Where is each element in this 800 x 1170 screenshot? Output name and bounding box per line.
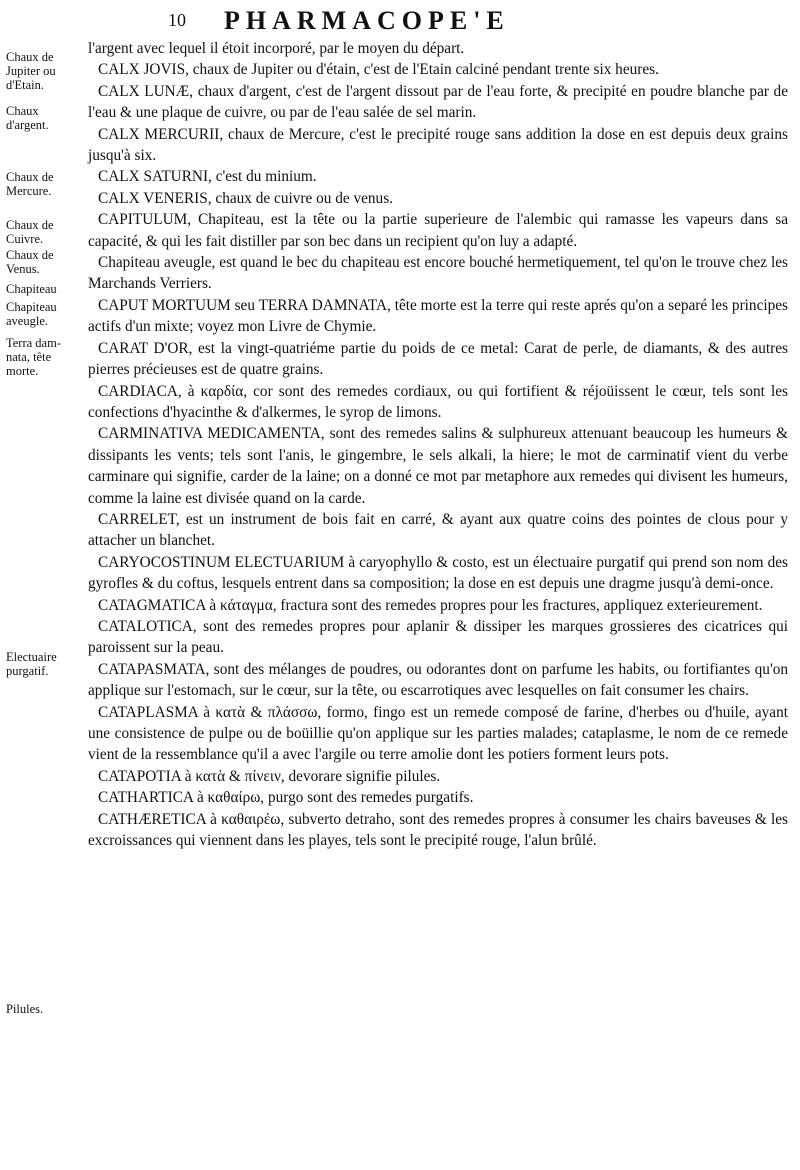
entry-catapotia: CATAPOTIA à κατὰ & πίνειν, devorare signifie pilules. xyxy=(98,767,441,785)
entry-calx-veneris: CALX VENERIS, chaux de cuivre ou de venus. xyxy=(98,189,393,207)
margin-note: Pilules. xyxy=(6,1002,44,1016)
entry-cathartica: CATHARTICA à καθαίρω, purgo sont des remedes purgatifs. xyxy=(98,789,474,807)
entry-calx-jovis: CALX JOVIS, chaux de Jupiter ou d'étain, c'est de l'Etain calciné pendant trente six heures. xyxy=(98,61,659,79)
paragraph: l'argent avec lequel il étoit incorporé, par le moyen du départ. xyxy=(88,40,465,57)
margin-note: Chaux de Cuivre. xyxy=(6,218,54,246)
entry-carrelet: CARRELET, est un instrument de bois fait en carré, & ayant aux quatre coins des pointes de clous pour y attacher un blanchet. xyxy=(88,510,788,550)
margin-note: Terra dam-nata, tête morte. xyxy=(6,336,61,378)
margin-notes xyxy=(0,0,78,1170)
entry-capitulum: CAPITULUM, Chapiteau, est la tête ou la partie superieure de l'alembic qui ramasse les vapeurs dans sa capacité, & qui les fait distiller par son bec dans un recipient qu'on luy a adapté. xyxy=(88,211,788,250)
entry-calx-lunae: CALX LUNÆ, chaux d'argent, c'est de l'argent dissout par de l'eau forte, & precipité en poudre blanche par de l'eau & une plaque de cuivre, ou par de l'eau salée de sel marin. xyxy=(88,82,788,122)
page-number: 10 xyxy=(168,10,186,30)
entry-catapasmata: CATAPASMATA, sont des mélanges de poudres, ou odorantes dont on parfume les habits, ou fortifiantes qu'on applique sur l'estomach, sur le cœur, sur la tête, ou escarrotiques avec lesquelles on fait consumer les chairs. xyxy=(88,660,788,700)
entry-caryocostinum: CARYOCOSTINUM ELECTUARIUM à caryophyllo & costo, est un électuaire purgatif qui prend son nom des gyrofles & du coftus, lesquels entrent dans sa composition; la dose en est depuis une dragme jusqu'à demi-once. xyxy=(88,553,788,593)
margin-note: Electuaire purgatif. xyxy=(6,650,57,678)
margin-note: Chaux de Mercure. xyxy=(6,170,54,198)
entry-carat-dor: CARAT D'OR, est la vingt-quatriéme partie du poids de ce metal: Carat de perle, de diamants, & des autres pierres précieuses est de quatre grains. xyxy=(88,339,788,379)
margin-note: Chaux de Jupiter ou d'Etain. xyxy=(6,50,56,92)
margin-note: Chapiteau xyxy=(6,282,57,296)
entry-cataplasma: CATAPLASMA à κατὰ & πλάσσω, formo, fingo est un remede composé de farine, d'herbes ou d'huile, ayant une consistence de pulpe ou de boüillie qu'on applique sur les parties malades; cataplasme, le nom de ce remede vient de la ressemblance qu'il a avec l'argile ou terre amolie dont les potiers forment leurs pots. xyxy=(88,703,788,764)
entry-chapiteau-aveugle: Chapiteau aveugle, est quand le bec du chapiteau est encore bouché hermetiquement, tel qu'on le trouve chez les Marchands Verriers. xyxy=(88,254,788,293)
entry-calx-mercurii: CALX MERCURII, chaux de Mercure, c'est le precipité rouge sans addition la dose en est depuis deux grains jusqu'à six. xyxy=(88,125,788,165)
entry-carminativa: CARMINATIVA MEDICAMENTA, sont des remedes salins & sulphureux attenuant beaucoup les humeurs & dissipants les vents; tels sont l'anis, le gingembre, le sels alkali, la hiere; le mot de carminatif vient du verbe carminare qui signifie, carder de la laine; on a donné ce mot par metaphore aux remedes qui divisent les humeurs, comme la laine est divisée quand on la carde. xyxy=(88,425,788,507)
body-text xyxy=(88,38,788,851)
entry-catalotica: CATALOTICA, sont des remedes propres pour aplanir & dissiper les marques grossieres des cicatrices qui paroissent sur la peau. xyxy=(88,617,788,657)
margin-note: Chapiteau aveugle. xyxy=(6,300,57,328)
running-title: PHARMACOPE'E xyxy=(224,6,510,35)
entry-catagmatica: CATAGMATICA à κάταγμα, fractura sont des remedes propres pour les fractures, appliquez exterieurement. xyxy=(98,596,763,614)
entry-caput-mortuum: CAPUT MORTUUM seu TERRA DAMNATA, tête morte est la terre qui reste aprés qu'on a separé les principes actifs d'un mixte; voyez mon Livre de Chymie. xyxy=(88,296,788,336)
page-header xyxy=(0,4,800,38)
margin-note: Chaux de Venus. xyxy=(6,248,54,276)
margin-note: Chaux d'argent. xyxy=(6,104,49,132)
entry-cathaeretica: CATHÆRETICA à καθαιρέω, subverto detraho, sont des remedes propres à consumer les chairs baveuses & les excroissances qui viennent dans les playes, tels sont le precipité rouge, l'alun brûlé. xyxy=(88,810,788,850)
entry-cardiaca: CARDIACA, à καρδία, cor sont des remedes cordiaux, ou qui fortifient & réjoüissent le cœur, tels sont les confections d'hyacinthe & d'alkermes, le syrop de limons. xyxy=(88,382,788,421)
entry-calx-saturni: CALX SATURNI, c'est du minium. xyxy=(98,168,317,186)
